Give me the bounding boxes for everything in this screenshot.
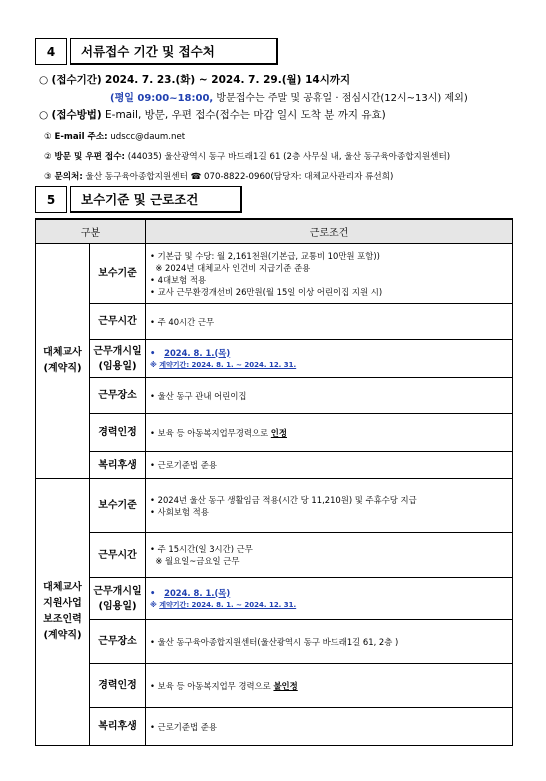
pay-line: • 기본급 및 수당: 월 2,161천원(기본급, 교통비 10만원 포함))	[150, 250, 380, 261]
group2-welfare-label: 복리후생	[90, 708, 146, 746]
period-bullet: ○	[39, 74, 49, 86]
group1-welfare-label: 복리후생	[90, 452, 146, 479]
weekday-note: 방문접수는 주말 및 공휴일 · 점심시간(12시~13시) 제외)	[216, 93, 468, 104]
table-row	[36, 304, 513, 340]
group2-category-line: 보조인력	[43, 614, 82, 625]
group1-start-cell	[146, 340, 513, 378]
group2-category-line: (계약직)	[43, 630, 82, 641]
start-label-line: (임용일)	[98, 600, 137, 612]
period-label: (접수기간)	[51, 74, 102, 86]
method-line	[39, 107, 386, 122]
visit-number: ②	[44, 152, 52, 162]
group1-hours-text: • 주 40시간 근무	[146, 304, 513, 340]
method-text: E-mail, 방문, 우편 접수(접수는 마감 일시 도착 분 까지 유효)	[105, 109, 386, 121]
start-date: 2024. 8. 1.(목)	[164, 347, 231, 358]
table-row	[36, 708, 513, 746]
group1-place-label: 근무장소	[90, 378, 146, 414]
group1-career-label: 경력인정	[90, 414, 146, 452]
start-date: 2024. 8. 1.(목)	[164, 587, 231, 598]
start-label-line: 근무개시일	[93, 345, 142, 357]
table-row	[36, 378, 513, 414]
group2-place-text: • 울산 동구육아종합지원센터(울산광역시 동구 바드래1길 61, 2층 )	[146, 620, 513, 664]
group2-start-cell	[146, 578, 513, 620]
section-5-header	[35, 186, 242, 213]
contract-prefix: ※	[150, 360, 157, 369]
career-text: • 보육 등 아동복지업무 경력으로	[150, 680, 271, 691]
start-label-line: 근무개시일	[93, 585, 142, 597]
table-header-row	[36, 219, 513, 244]
header-category: 구분	[36, 219, 146, 244]
email-number: ①	[44, 132, 52, 142]
header-conditions: 근로조건	[146, 219, 513, 244]
section-5-title: 보수기준 및 근로조건	[70, 186, 242, 213]
group2-career-label: 경력인정	[90, 664, 146, 708]
group2-start-label	[90, 578, 146, 620]
pay-line: • 2024년 울산 동구 생활임금 적용(시간 당 11,210원) 및 주휴수당 지급	[150, 494, 417, 505]
method-label: (접수방법)	[51, 109, 102, 121]
group1-category-line: (계약직)	[43, 363, 82, 374]
group2-category	[36, 479, 90, 746]
career-status: 인정	[270, 427, 287, 438]
group1-start-label	[90, 340, 146, 378]
career-status: 불인정	[273, 680, 298, 691]
section-4-header	[35, 38, 278, 65]
email-value[interactable]: udscc@daum.net	[110, 132, 186, 142]
group2-place-label: 근무장소	[90, 620, 146, 664]
group2-pay-label: 보수기준	[90, 479, 146, 533]
group1-category-line: 대체교사	[43, 347, 82, 358]
group2-career-cell	[146, 664, 513, 708]
group1-hours-label: 근무시간	[90, 304, 146, 340]
start-label-line: (임용일)	[98, 360, 137, 372]
hours-line: ※ 월요일~금요일 근무	[150, 556, 240, 566]
group2-pay-cell	[146, 479, 513, 533]
group1-place-text: • 울산 동구 관내 어린이집	[146, 378, 513, 414]
group1-category	[36, 244, 90, 479]
section-4-title: 서류접수 기간 및 접수처	[70, 38, 278, 65]
contact-visit	[44, 150, 450, 162]
pay-line: • 4대보험 적용	[150, 274, 207, 285]
table-row	[36, 414, 513, 452]
section-5-number: 5	[35, 186, 67, 213]
contract-prefix: ※	[150, 600, 157, 609]
group1-career-cell	[146, 414, 513, 452]
group1-pay-label: 보수기준	[90, 244, 146, 304]
table-row	[36, 578, 513, 620]
visit-value: (44035) 울산광역시 동구 바드래1길 61 (2층 사무실 내, 울산 동구육아종합지원센터)	[127, 152, 451, 162]
table-row	[36, 452, 513, 479]
email-label: E-mail 주소:	[54, 132, 108, 142]
start-bullet: •	[150, 587, 156, 598]
start-bullet: •	[150, 347, 156, 358]
visit-label: 방문 및 우편 접수:	[54, 152, 125, 162]
table-row	[36, 244, 513, 304]
pay-line: • 사회보험 적용	[150, 506, 209, 517]
table-row	[36, 533, 513, 578]
inquiry-number: ③	[44, 172, 52, 182]
contract-period: 계약기간: 2024. 8. 1. ~ 2024. 12. 31.	[159, 600, 297, 609]
group2-category-line: 대체교사	[43, 582, 82, 593]
group2-hours-label: 근무시간	[90, 533, 146, 578]
group2-category-line: 지원사업	[43, 598, 82, 609]
pay-line: • 교사 근무환경개선비 26만원(월 15일 이상 어린이집 지원 시)	[150, 286, 383, 297]
table-row	[36, 479, 513, 533]
pay-line: ※ 2024년 대체교사 인건비 지급기준 준용	[150, 262, 311, 273]
period-line	[39, 72, 350, 87]
period-dates: 2024. 7. 23.(화) ~ 2024. 7. 29.(월) 14시까지	[105, 74, 351, 86]
group1-pay-cell	[146, 244, 513, 304]
inquiry-value: 울산 동구육아종합지원센터 ☎ 070-8822-0960(담당자: 대체교사관리자 류선희)	[85, 172, 394, 182]
table-row	[36, 620, 513, 664]
method-bullet: ○	[39, 109, 49, 121]
group2-hours-cell	[146, 533, 513, 578]
contact-inquiry	[44, 170, 393, 182]
contact-email	[44, 130, 185, 142]
inquiry-label: 문의처:	[54, 172, 83, 182]
conditions-table	[35, 218, 513, 746]
table-row	[36, 664, 513, 708]
group2-welfare-text: • 근로기준법 준용	[146, 708, 513, 746]
period-note-line	[110, 89, 468, 104]
hours-line: • 주 15시간(일 3시간) 근무	[150, 544, 253, 554]
career-text: • 보육 등 아동복지업무경력으로	[150, 427, 269, 438]
contract-period: 계약기간: 2024. 8. 1. ~ 2024. 12. 31.	[159, 360, 297, 369]
section-4-number: 4	[35, 38, 67, 65]
weekday-hours: (평일 09:00~18:00,	[110, 93, 214, 104]
group1-welfare-text: • 근로기준법 준용	[146, 452, 513, 479]
table-row	[36, 340, 513, 378]
